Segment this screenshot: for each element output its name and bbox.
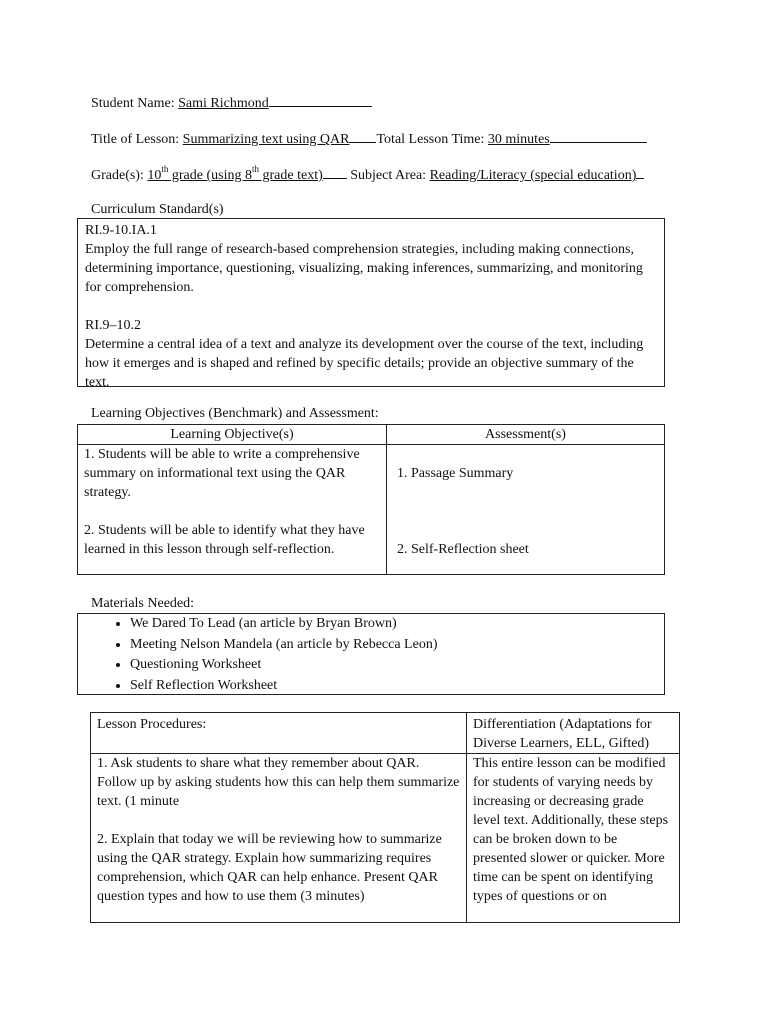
differentiation-header: Differentiation (Adaptations for Diverse Learners, ELL, Gifted) [467,713,680,754]
standards-heading: Curriculum Standard(s) [91,202,224,217]
grade-label: Grade(s): [91,168,144,183]
materials-heading: Materials Needed: [91,596,195,611]
procedure-step-1: 1. Ask students to share what they remember about QAR. Follow up by asking students how this can help them summarize text. (1 minute [97,756,460,809]
subject-label: Subject Area: [350,168,427,183]
assessment-2: 2. Self-Reflection sheet [397,542,529,557]
lesson-title-label: Title of Lesson: [91,132,180,147]
grade-value: 10th grade (using 8th grade text) [147,164,323,183]
procedure-step-2: 2. Explain that today we will be reviewing how to summarize using the QAR strategy. Explain how summarizing requires comprehension, which QAR can help enhance. Present QAR question types and how to use them (3 minutes) [97,832,442,904]
procedures-table [90,712,680,923]
standard-spacer [85,297,658,316]
list-item: • We Dared To Lead (an article by Bryan Brown) [130,614,664,635]
lesson-time-value: 30 minutes [487,132,550,147]
procedures-header: Lesson Procedures: [91,713,467,754]
objective-col-header: Learning Objective(s) [78,425,387,445]
standard-code: RI.9–10.2 [85,318,141,333]
procedures-cell [91,754,467,923]
standard-code: RI.9-10.IA.1 [85,223,157,238]
list-item: • Questioning Worksheet [130,655,664,676]
grade-subject-line [91,165,644,185]
standards-box [77,218,665,390]
objective-1: 1. Students will be able to write a comprehensive summary on informational text using the QAR strategy. [84,447,360,500]
grade-blank [323,165,347,179]
lesson-time-label: Total Lesson Time: [376,132,485,147]
student-name-value: Sami Richmond [178,96,269,111]
student-name-line [91,93,372,113]
differentiation-cell: This entire lesson can be modified for students of varying needs by increasing or decreasing grade level text. Additionally, these steps can be broken down to be presented slower or quicker. More time can be spent on identifying types of questions or on [467,754,680,923]
assessment-1: 1. Passage Summary [397,466,514,481]
lesson-time-blank [550,129,647,143]
standard-text: Employ the full range of research-based comprehension strategies, including making connections, determining importance, questioning, visualizing, making inferences, summarizing, and monitoring for comprehension. [85,242,643,295]
objectives-cell [78,445,387,575]
lesson-title-value: Summarizing text using QAR [182,132,350,147]
list-item: • Meeting Nelson Mandela (an article by Rebecca Leon) [130,635,664,656]
lesson-title-line [91,129,647,149]
student-name-blank [269,93,372,107]
materials-box [77,613,665,695]
standard-text: Determine a central idea of a text and analyze its development over the course of the text, including how it emerges and is shaped and refined by specific details; provide an objective summary of the text. [85,337,644,390]
student-name-label: Student Name: [91,96,175,111]
lesson-title-blank [349,129,376,143]
materials-list [78,614,664,696]
list-item: • Self Reflection Worksheet [130,676,664,697]
subject-blank [636,165,644,179]
subject-value: Reading/Literacy (special education) [429,168,637,183]
assessment-col-header: Assessment(s) [387,425,665,445]
assessments-cell [387,445,665,575]
objectives-table [77,424,665,575]
objective-2: 2. Students will be able to identify what they have learned in this lesson through self-reflection. [84,523,365,557]
objectives-heading: Learning Objectives (Benchmark) and Assessment: [91,406,379,421]
